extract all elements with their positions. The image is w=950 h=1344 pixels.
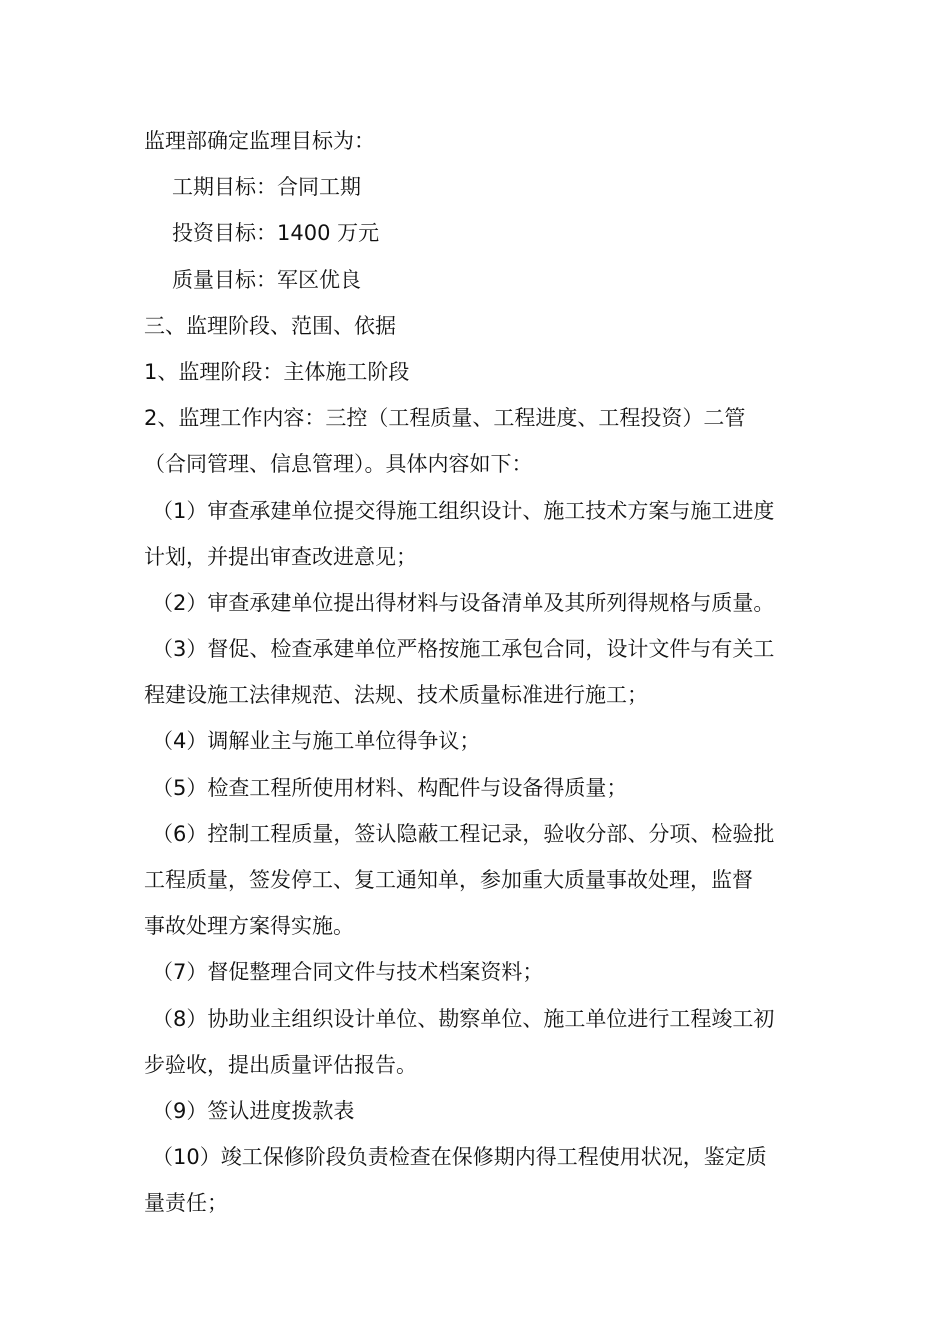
section-heading-3: 三、监理阶段、范围、依据: [144, 313, 396, 338]
list-item-6-cont-1: 工程质量，签发停工、复工通知单，参加重大质量事故处理，监督: [144, 868, 753, 892]
list-item-1: （1）审查承建单位提交得施工组织设计、施工技术方案与施工进度: [152, 498, 775, 523]
line-supervision-stage: 1、监理阶段：主体施工阶段: [144, 359, 410, 384]
list-item-8-cont: 步验收，提出质量评估报告。: [144, 1052, 417, 1077]
list-item-9: （9）签认进度拨款表: [152, 1098, 355, 1123]
list-item-8: （8）协助业主组织设计单位、勘察单位、施工单位进行工程竣工初: [152, 1006, 775, 1031]
list-item-3: （3）督促、检查承建单位严格按施工承包合同，设计文件与有关工: [152, 637, 775, 662]
list-item-10-cont: 量责任；: [144, 1191, 228, 1216]
list-item-3-cont: 程建设施工法律规范、法规、技术质量标准进行施工；: [144, 683, 648, 708]
list-item-7: （7）督促整理合同文件与技术档案资料；: [152, 960, 544, 985]
list-item-1-cont: 计划，并提出审查改进意见；: [144, 544, 417, 569]
line-work-content: 2、监理工作内容：三控（工程质量、工程进度、工程投资）二管: [144, 406, 746, 431]
list-item-4: （4）调解业主与施工单位得争议；: [152, 729, 481, 754]
list-item-2: （2）审查承建单位提出得材料与设备清单及其所列得规格与质量。: [152, 590, 775, 615]
document-body: [144, 118, 810, 1227]
line-investment-goal: 投资目标：1400 万元: [172, 221, 380, 246]
line-work-content-cont: （合同管理、信息管理）。具体内容如下：: [144, 452, 533, 477]
line-quality-goal: 质量目标：军区优良: [172, 267, 361, 292]
list-item-5: （5）检查工程所使用材料、构配件与设备得质量；: [152, 775, 628, 800]
list-item-6-cont-2: 事故处理方案得实施。: [144, 914, 354, 939]
list-item-6: （6）控制工程质量，签认隐蔽工程记录，验收分部、分项、检验批: [152, 821, 775, 846]
line-schedule-goal: 工期目标：合同工期: [172, 175, 361, 200]
line-goal-intro: 监理部确定监理目标为：: [144, 129, 375, 153]
list-item-10: （10）竣工保修阶段负责检查在保修期内得工程使用状况，鉴定质: [152, 1145, 767, 1170]
